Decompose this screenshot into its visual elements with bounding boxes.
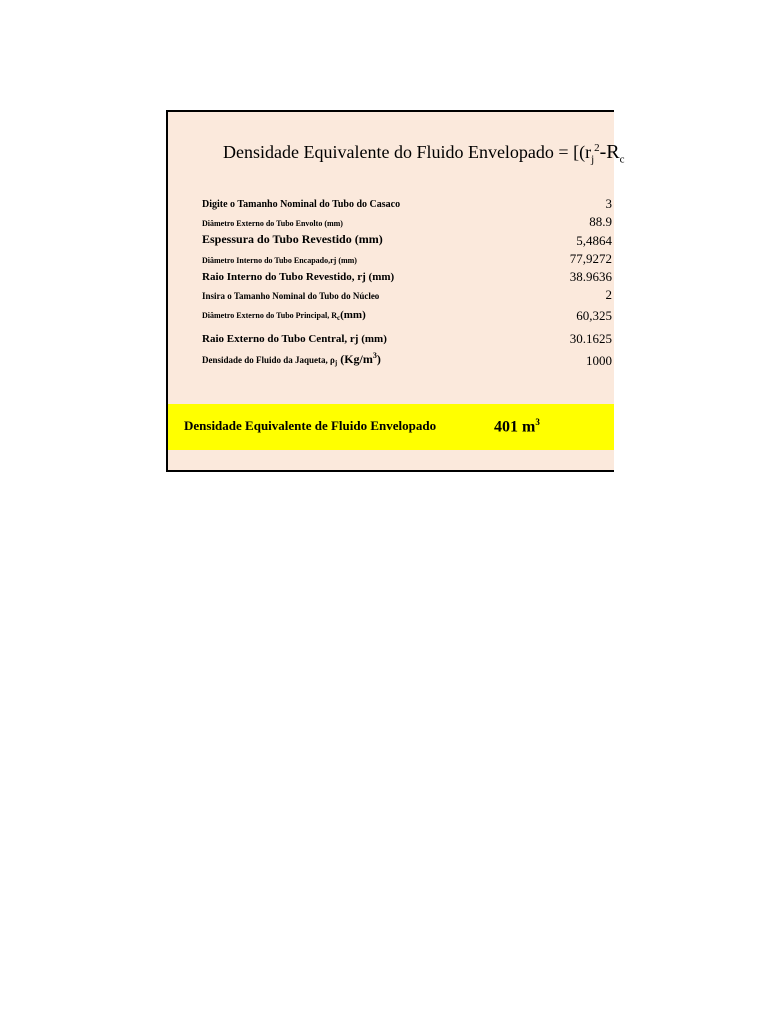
row-label-end: ) <box>376 352 381 366</box>
row-value-core-outer-diameter: 60,325 <box>576 308 612 323</box>
result-value-sup: 3 <box>535 417 540 427</box>
row-label: Digite o Tamanho Nominal do Tubo do Casaco <box>202 199 401 210</box>
row-label: Raio Externo do Tubo Central, rj (mm) <box>202 333 387 345</box>
row-value-jacket-inner-diameter: 77,9272 <box>569 251 612 266</box>
row-value-jacket-inner-radius: 38.9636 <box>569 269 612 284</box>
row-label-sub: j <box>334 359 338 367</box>
row-core-outer-radius <box>202 327 612 345</box>
formula-title-text: Densidade Equivalente do Fluido Envelopado = [(r <box>223 142 592 162</box>
formula-sub-c: c <box>619 153 625 166</box>
row-label-sup: 3 <box>372 351 377 360</box>
result-label: Densidade Equivalente de Fluido Envelopado <box>184 418 437 433</box>
result-value <box>494 417 540 436</box>
row-label-text: Diâmetro Externo do Tubo Principal, R <box>202 311 337 320</box>
row-jacket-nominal-size <box>202 192 612 210</box>
row-label-suffix: (Kg/m <box>337 352 373 366</box>
row-label-text: Densidade do Fluido da Jaqueta, ρ <box>202 355 335 365</box>
row-value-jacket-fluid-density[interactable]: 1000 <box>586 353 612 368</box>
row-jacket-inner-diameter <box>202 247 612 265</box>
row-label: Raio Interno do Tubo Revestido, rj (mm) <box>202 271 395 283</box>
row-jacket-fluid-density <box>202 349 612 367</box>
formula-minus-r: -R <box>599 141 620 163</box>
row-core-nominal-size <box>202 283 612 301</box>
row-jacket-inner-radius <box>202 265 612 283</box>
row-label: Espessura do Tubo Revestido (mm) <box>202 232 383 246</box>
row-label-sub: c <box>336 314 341 322</box>
row-label <box>202 309 366 322</box>
result-bar <box>168 404 614 450</box>
row-value-jacket-nominal-size[interactable]: 3 <box>605 196 612 211</box>
formula-sup-2: 2 <box>594 142 600 154</box>
formula-sub-j: j <box>591 153 595 166</box>
row-label: Diâmetro Interno do Tubo Encapado,rj (mm) <box>202 256 357 265</box>
row-value-core-nominal-size[interactable]: 2 <box>605 287 612 302</box>
row-label-suffix: (mm) <box>340 309 366 321</box>
result-value-text: 401 m <box>494 418 536 436</box>
row-value-jacket-wall-thickness: 5,4864 <box>576 233 612 248</box>
row-label: Diâmetro Externo do Tubo Envolto (mm) <box>202 219 343 228</box>
row-jacket-outer-diameter <box>202 210 612 228</box>
row-value-core-outer-radius: 30.1625 <box>569 331 612 346</box>
row-core-outer-diameter <box>202 304 612 322</box>
row-jacket-wall-thickness <box>202 229 612 247</box>
row-label: Insira o Tamanho Nominal do Tubo do Núcleo <box>202 291 380 301</box>
row-value-jacket-outer-diameter: 88.9 <box>589 214 612 229</box>
row-label <box>202 351 381 367</box>
formula-title <box>223 138 625 170</box>
spreadsheet-panel <box>166 110 625 472</box>
